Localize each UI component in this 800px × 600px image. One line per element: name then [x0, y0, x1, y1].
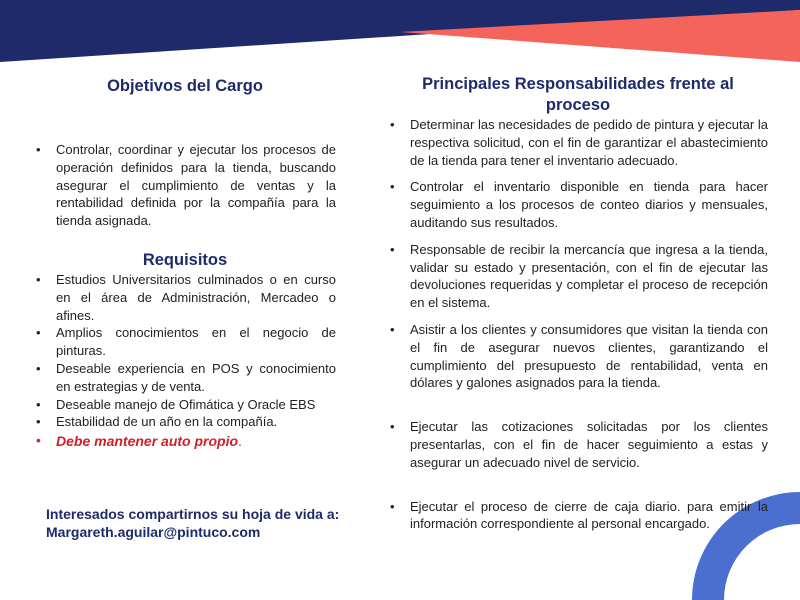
header-band — [0, 0, 800, 62]
right-column — [388, 74, 768, 542]
left-column — [34, 76, 336, 451]
responsibility-item: • Controlar el inventario disponible en tienda para hacer seguimiento a los procesos de conteo diarios y mensuales, auditando sus resultados. — [388, 178, 768, 231]
requirement-highlight-text: Debe mantener auto propio — [56, 433, 239, 450]
responsibility-item: • Asistir a los clientes y consumidores que visitan la tienda con el fin de asegurar nuevos clientes, garantizando el cumplimiento del presupuesto de rentabilidad, venta en dólares y galones asignados para la tienda. — [388, 321, 768, 392]
objective-item: • Controlar, coordinar y ejecutar los procesos de operación definidos para la tienda, buscando asegurar el cumplimiento de ventas y la rentabilidad definida por la compañía para la tienda asignada. — [34, 141, 336, 230]
requirement-highlight-item — [34, 431, 336, 451]
requirement-item: • Estudios Universitarios culminados o en curso en el área de Administración, Mercadeo o afines. — [34, 271, 336, 324]
objectives-list — [34, 141, 336, 230]
responsibilities-title: Principales Responsabilidades frente al proceso — [422, 75, 734, 114]
responsibilities-list — [388, 116, 768, 533]
requirement-item: • Deseable manejo de Ofimática y Oracle EBS — [34, 396, 336, 414]
requirement-highlight-period: . — [238, 433, 242, 450]
requirement-item: • Deseable experiencia en POS y conocimiento en estrategias y de venta. — [34, 360, 336, 396]
requirements-list — [34, 271, 336, 451]
contact-email[interactable]: Margareth.aguilar@pintuco.com — [46, 524, 261, 540]
requirement-item: • Estabilidad de un año en la compañía. — [34, 413, 336, 431]
requirement-item: • Amplios conocimientos en el negocio de pinturas. — [34, 324, 336, 360]
objectives-title: Objetivos del Cargo — [107, 77, 263, 95]
contact-block — [46, 505, 376, 541]
responsibility-item: • Responsable de recibir la mercancía que ingresa a la tienda, validar su estado y presentación, con el fin de ejecutar las devoluciones requeridas y completar el proceso de recepción en el sistema. — [388, 241, 768, 312]
responsibility-item: • Ejecutar el proceso de cierre de caja diario. para emitir la información correspondiente al personal encargado. — [388, 498, 768, 534]
responsibility-item: • Ejecutar las cotizaciones solicitadas por los clientes presentarlas, con el fin de hacer seguimiento a estas y asegurar un adecuado nivel de servicio. — [388, 418, 768, 471]
requirements-title: Requisitos — [142, 250, 228, 269]
responsibility-item: • Determinar las necesidades de pedido de pintura y ejecutar la respectiva solicitud, con el fin de garantizar el abastecimiento de la tienda para tener el inventario adecuado. — [388, 116, 768, 169]
contact-text: Interesados compartirnos su hoja de vida a: — [46, 506, 340, 522]
